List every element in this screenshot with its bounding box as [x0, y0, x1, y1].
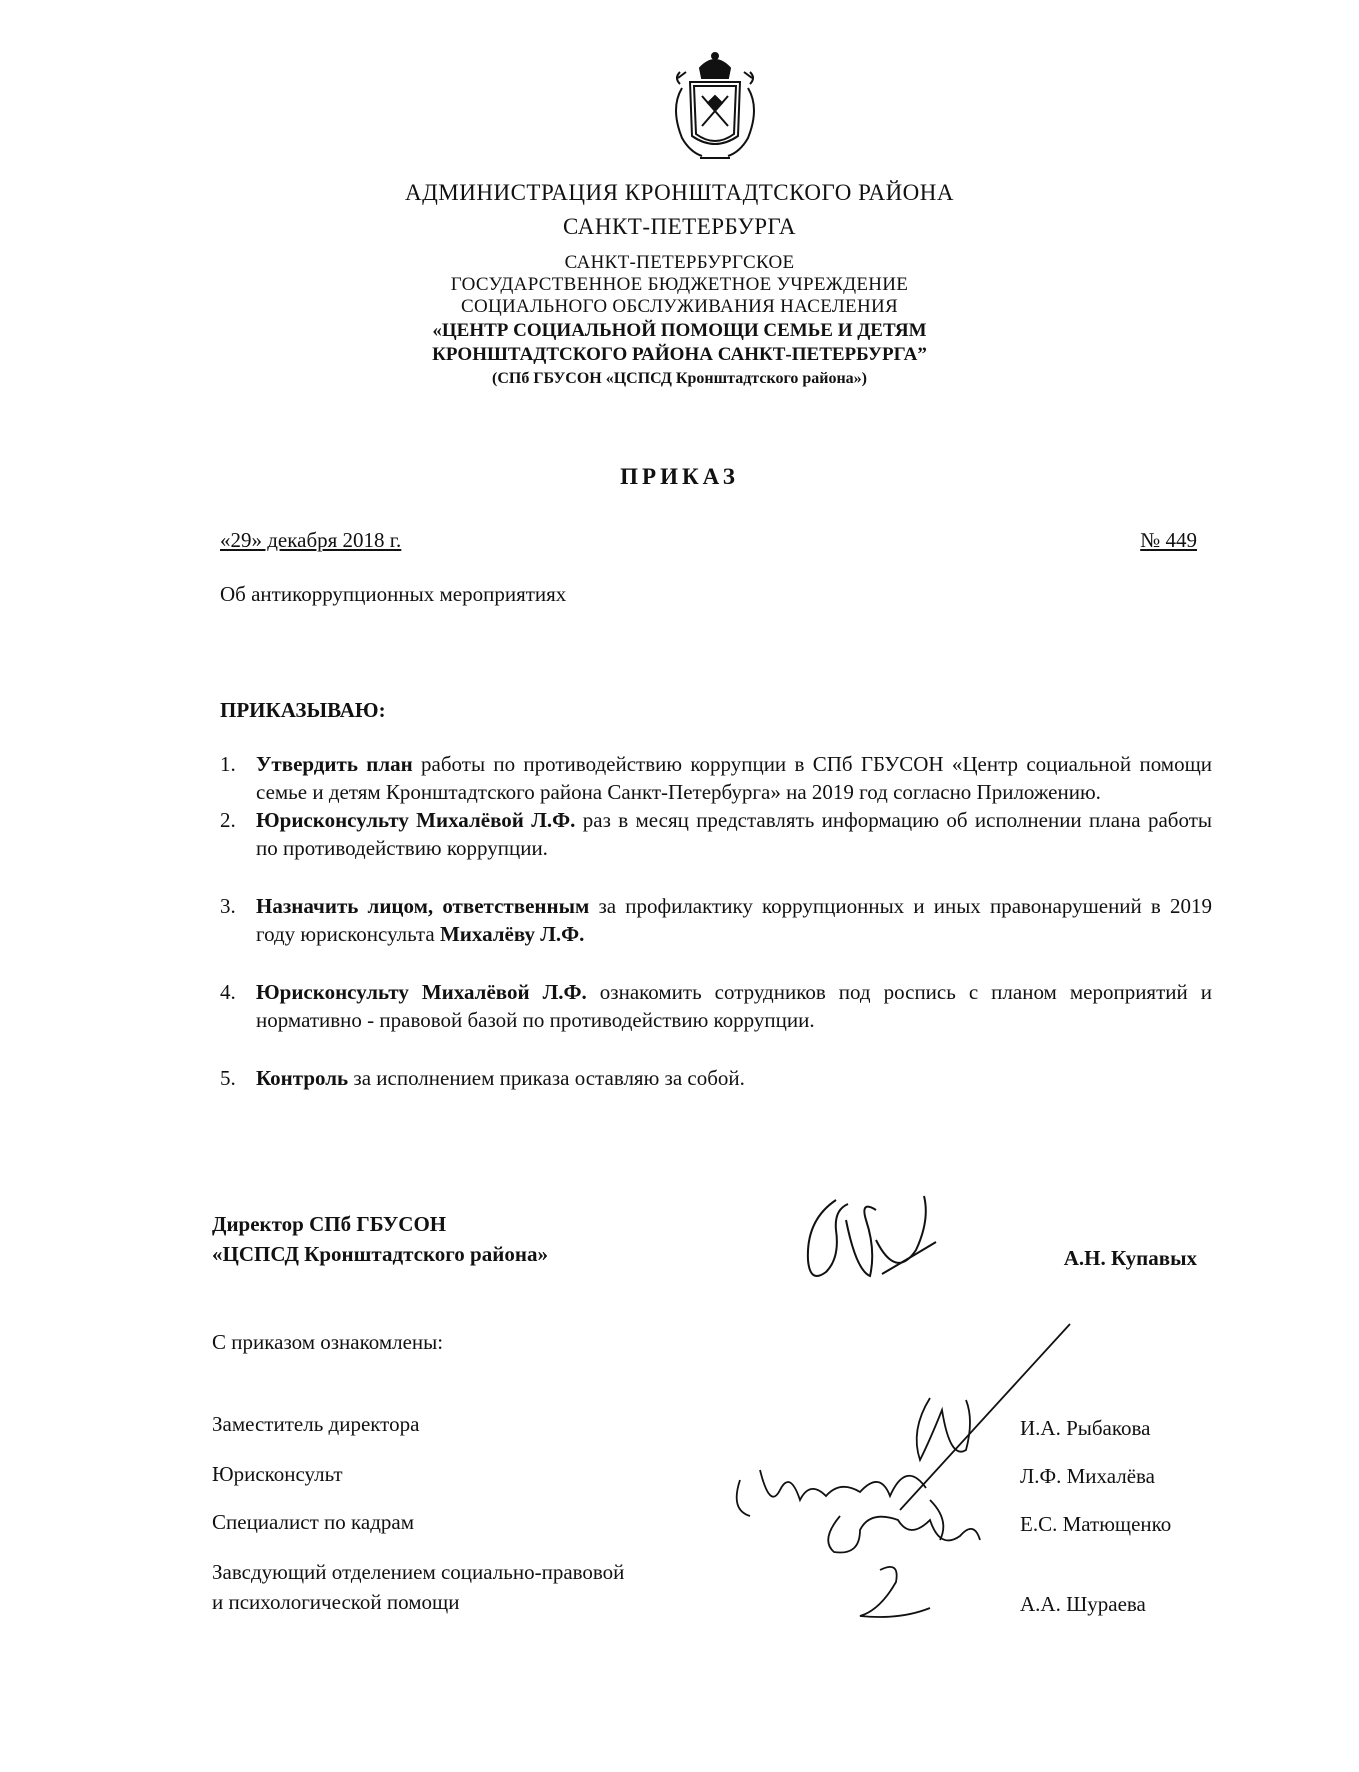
person-name-4: А.А. Шураева — [1020, 1592, 1146, 1616]
order-item-2: 2. Юрисконсульту Михалёвой Л.Ф. раз в месяц представлять информацию об исполнении плана работы по противодействию коррупции. — [220, 808, 1212, 860]
acquaintance-signatures — [730, 1320, 1110, 1630]
person-name-2: Л.Ф. Михалёва — [1020, 1464, 1155, 1488]
director-title-2: «ЦСПСД Кронштадтского района» — [212, 1242, 548, 1266]
director-signature — [796, 1180, 946, 1290]
order-item-4: 4. Юрисконсульту Михалёвой Л.Ф. ознакомить сотрудников под роспись с планом мероприятий и нормативно - правовой базой по противодействию коррупции. — [220, 980, 1213, 1032]
person-name-3: Е.С. Матющенко — [1020, 1512, 1172, 1536]
person-role-2: Юрисконсульт — [212, 1462, 343, 1486]
document-number: № 449 — [1140, 528, 1197, 552]
order-item-3: 3. Назначить лицом, ответственным за профилактику коррупционных и иных правонарушений в 2019 году юрисконсульта Михалёву Л.Ф. — [220, 894, 1213, 946]
org-short-name: (СПб ГБУСОН «ЦСПСД Кронштадтского района») — [492, 370, 867, 387]
acquainted-heading: С приказом ознакомлены: — [212, 1330, 444, 1354]
admin-line-1: АДМИНИСТРАЦИЯ КРОНШТАДТСКОГО РАЙОНА — [404, 180, 955, 205]
person-role-3: Специалист по кадрам — [212, 1510, 415, 1534]
order-item-5: 5. Контроль за исполнением приказа оставляю за собой. — [220, 1066, 745, 1090]
director-title-1: Директор СПб ГБУСОН — [212, 1212, 447, 1236]
emblem-icon — [660, 48, 770, 166]
person-name-1: И.А. Рыбакова — [1020, 1416, 1151, 1440]
person-role-4: Завсдующий отделением социально-правовой — [212, 1560, 625, 1584]
org-line-2: ГОСУДАРСТВЕННОЕ БЮДЖЕТНОЕ УЧРЕЖДЕНИЕ — [450, 274, 909, 295]
person-role-4-line-2: и психологической помощи — [212, 1590, 460, 1614]
org-line-1: САНКТ-ПЕТЕРБУРГСКОЕ — [564, 252, 795, 273]
org-name-line-2: КРОНШТАДТСКОГО РАЙОНА САНКТ-ПЕТЕРБУРГА” — [432, 344, 927, 365]
order-items — [220, 750, 1212, 1092]
admin-line-2: САНКТ-ПЕТЕРБУРГА — [563, 214, 796, 239]
order-heading: ПРИКАЗЫВАЮ: — [220, 698, 386, 722]
document-subject: Об антикоррупционных мероприятиях — [220, 582, 567, 606]
org-line-3: СОЦИАЛЬНОГО ОБСЛУЖИВАНИЯ НАСЕЛЕНИЯ — [461, 296, 898, 317]
order-item-1: 1. Утвердить план работы по противодействию коррупции в СПб ГБУСОН «Центр социальной помощи семье и детям Кронштадтского района Санкт-Петербурга» на 2019 год согласно Приложению. — [220, 752, 1212, 804]
document-date: «29» декабря 2018 г. — [220, 528, 402, 552]
document-title: ПРИКАЗ — [620, 464, 739, 489]
person-role-1: Заместитель директора — [212, 1412, 420, 1436]
org-name-line-1: «ЦЕНТР СОЦИАЛЬНОЙ ПОМОЩИ СЕМЬЕ И ДЕТЯМ — [432, 320, 927, 341]
director-name: А.Н. Купавых — [1063, 1246, 1197, 1270]
